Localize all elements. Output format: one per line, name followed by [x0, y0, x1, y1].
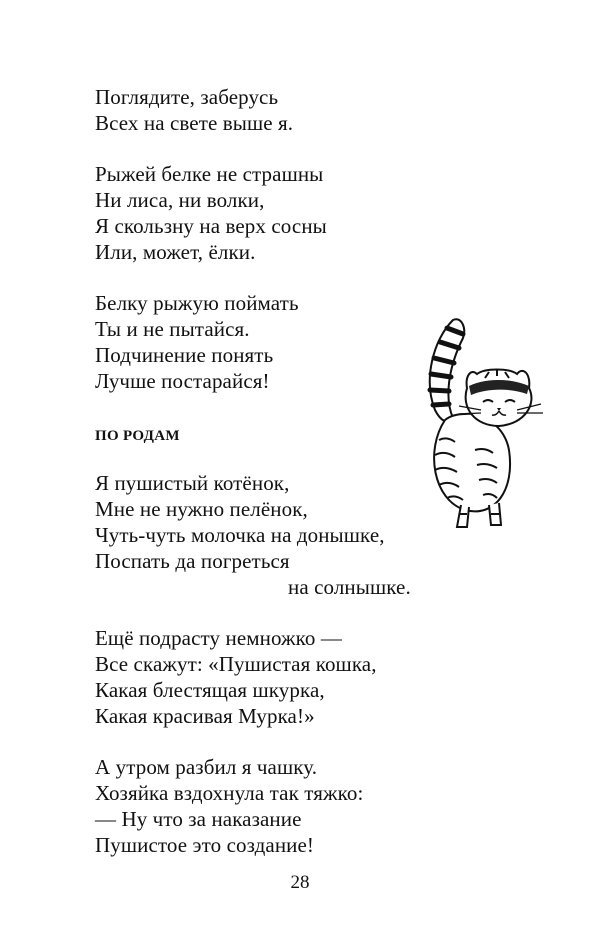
poem-line: — Ну что за наказание: [95, 807, 302, 831]
poem-line: Я скользну на верх сосны: [95, 214, 327, 238]
poem-line: Белку рыжую поймать: [95, 291, 299, 315]
poem-line: Все скажут: «Пушистая кошка,: [95, 652, 377, 676]
poem-line: Мне не нужно пелёнок,: [95, 497, 308, 521]
poem-line: Подчинение понять: [95, 343, 274, 367]
poem-line: Лучше постарайся!: [95, 369, 270, 393]
poem-title: ПО РОДАМ: [95, 428, 180, 444]
striped-cat-icon: [405, 300, 555, 540]
poem-line: Какая красивая Мурка!»: [95, 704, 315, 728]
poem-line: Ты и не пытайся.: [95, 317, 250, 341]
page-number: 28: [290, 872, 310, 893]
poem-line: Поглядите, заберусь: [95, 85, 279, 109]
poem-line: Или, может, ёлки.: [95, 240, 256, 264]
poem-line: Поспать да погреться: [95, 549, 290, 573]
poem-line: на солнышке.: [288, 575, 411, 599]
poem-line: Всех на свете выше я.: [95, 111, 294, 135]
poem-line: Хозяйка вздохнула так тяжко:: [95, 781, 364, 805]
poem-line: Пушистое это создание!: [95, 833, 315, 857]
poem-line: Я пушистый котёнок,: [95, 471, 290, 495]
poem-line: Ни лиса, ни волки,: [95, 188, 265, 212]
poem-line: Какая блестящая шкурка,: [95, 678, 325, 702]
poem-line: Ещё подрасту немножко —: [95, 626, 342, 650]
poem-line: Чуть-чуть молочка на донышке,: [95, 523, 385, 547]
poem-line: Рыжей белке не страшны: [95, 162, 324, 186]
poem-line: А утром разбил я чашку.: [95, 755, 318, 779]
